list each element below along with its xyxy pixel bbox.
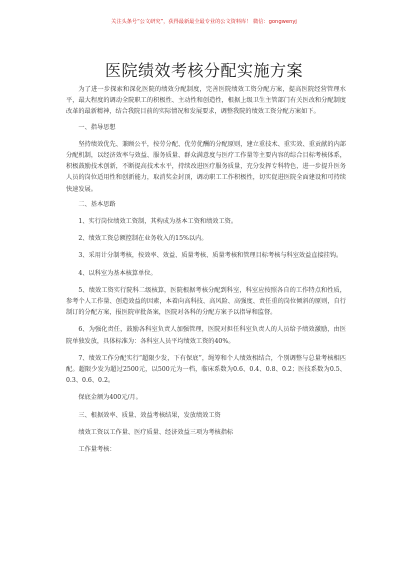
list-item: 1、实行岗位绩效工资制，其构成为基本工资和绩效工资。 [78,218,238,226]
list-item: 2、绩效工资总额控制在业务收入的15%以内。 [78,235,208,243]
intro-paragraph: 为了进一步探索和深化医院的绩效分配制度，完善医院绩效工资分配方案，提高医院经营管理水平，最大程度的调动全院职工的积极性、主动性和创造性，根据上级卫生主管部门有关医改和分配制度改革的最新精神，结合我院目前的实际情况和发展要求，调整我院的绩效工资分配方案如下。 [66,86,346,116]
list-item: 7、绩效工作分配实行“超限少发，下有保底”，绳筹和个人绩效相结合，个别调整与总量考核相匹配。超限少发为超过2500元，以500元为一档，临床系数为0.6、0.4、0.8、0.2；医技系数为0.5、0.3、0.6、0.2。 [66,354,346,385]
indicator-line: 绩效工资以工作量、医疗质量、经济效益三项为考核指标 [78,428,234,436]
list-item: 6、为强化责任，鼓励各科室负责人加强管理，医院对担任科室负责人的人员给予绩效激励，由医院单独发放，具体标准为：各科室人员平均绩效工资的40%。 [66,326,346,345]
section-heading-basic-approach: 二、基本思路 [78,200,116,208]
list-item: 5、绩效工资实行院科二级核算，医院根据考核分配到科室，科室应按照各自的工作特点和性质，参考个人工作量、创造效益的因素，本着向高科技、高风险、高强度、责任重的岗位倾斜的原则，自行制订的分配方案，报医院审批备案，医院对各科的分配方案予以指导和监督。 [66,286,346,317]
section-heading-guiding-ideology: 一、指导思想 [78,123,116,131]
list-item: 4、以科室为基本核算单位。 [78,269,157,277]
section-heading-performance-pay: 三、根据效率、质量、效益考核结果，发放绩效工资 [78,411,221,419]
guiding-ideology-paragraph: 坚持绩效优先、兼顾公平，按劳分配、优劳优酬的分配原则，建立重技术、重实效、重贡献的内部分配机制，以经济效率与效益、服务质量、群众满意度与医疗工作量等主要内容的综合目标考核体系，积极鼓励技术创新，不断提高技术水平，持续改进医疗服务质量，充分发挥专科特色，进一步提升医务人员的岗位适用性和创新能力，取消奖金封顶，调动职工工作积极性，切实促进医院全面建设和可持续快速发展。 [66,140,346,193]
workload-assessment-line: 工作量考核： [78,446,116,454]
list-item: 3、采用计分制考核，按效率、效益、质量考核、质量考核和管理目标考核与科室效益直接挂钩。 [78,252,343,260]
document-title: 医院绩效考核分配实施方案 [104,61,303,80]
document-body [66,84,346,461]
floor-amount-line: 保底金额为400元/月。 [78,394,142,402]
promo-banner: 关注头条号“公文研究”，获得最新最全最专业的公文资料库！ 微信：gongwenyj [111,19,297,25]
